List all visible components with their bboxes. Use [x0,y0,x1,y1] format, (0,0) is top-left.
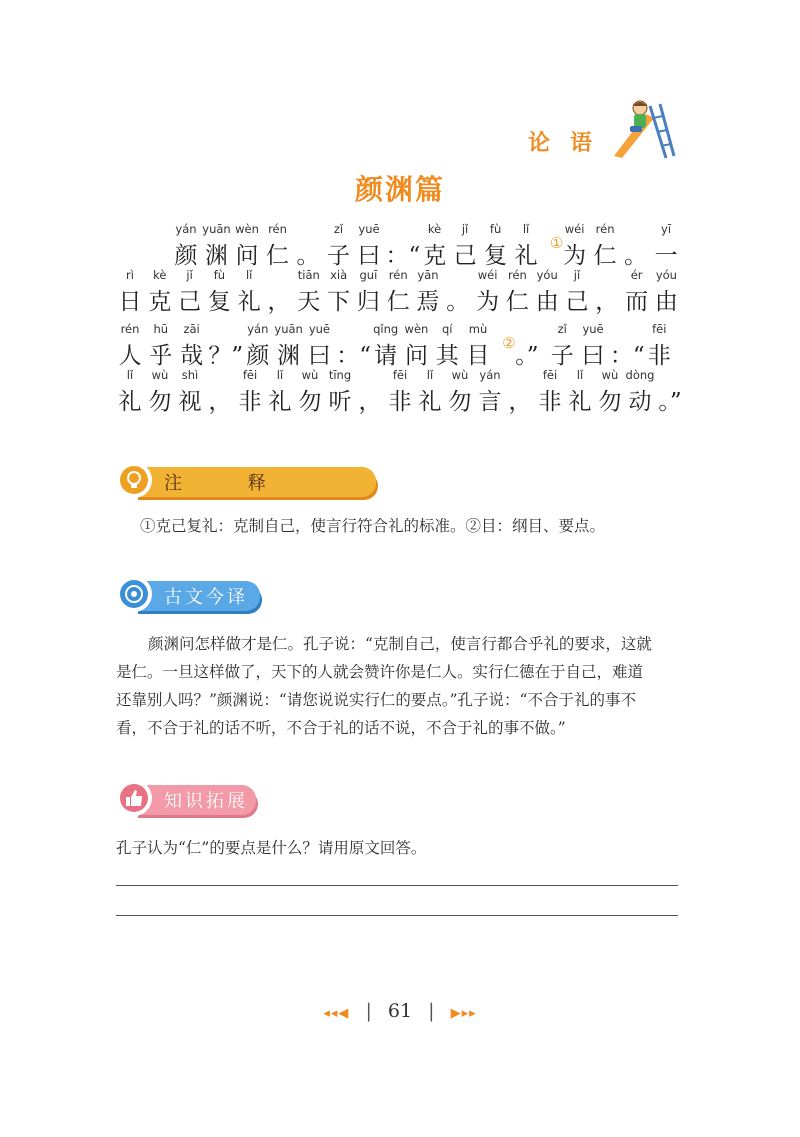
hanzi: ， [595,289,619,315]
hanzi: 一 [654,243,678,269]
passage-line [116,268,696,330]
notes-text: ①克己复礼：克制自己，使言行符合礼的标准。②目：纲目、要点。 [140,517,606,535]
pinyin: tīng [328,368,352,382]
hanzi: 己 [453,243,477,269]
hanzi: 目 [466,343,490,369]
pinyin: wù [601,368,619,382]
ruby-char [414,268,442,330]
pinyin: jǐ [573,268,581,282]
hanzi: 请 [374,343,398,369]
pinyin: kè [153,268,167,282]
hanzi: 勿 [148,389,172,415]
extension-heading: 知识拓展 [164,791,248,812]
hanzi: 日 [118,289,142,315]
translation-line: 看，不合于礼的话不听，不合于礼的话不说，不合于礼的事不做。” [116,719,566,737]
hanzi: 非 [388,389,412,415]
extension-question: 孔子认为“仁”的要点是什么？请用原文回答。 [116,839,427,857]
pinyin: yī [661,222,672,236]
hanzi: 。 [296,243,320,269]
pinyin: lǐ [245,268,253,282]
hanzi: ：“ [609,343,645,369]
pinyin: yóu [536,268,558,282]
divider: | [365,1000,372,1022]
hanzi: 颜 [174,243,198,269]
pinyin: fēi [242,368,258,382]
prev-arrow-icon: ◂◂◀ [323,1006,350,1021]
divider: | [428,1000,435,1022]
translation-text [116,630,678,742]
hanzi: 天 [297,289,321,315]
pinyin: hū [153,322,169,336]
hanzi: 仁 [266,243,289,269]
pinyin: qǐng [373,322,399,336]
pinyin: yuān [274,322,303,336]
hanzi: 勿 [598,389,622,415]
hanzi: 听 [328,389,352,415]
hanzi: 其 [435,343,459,369]
hanzi: 由 [654,289,678,315]
pinyin: fēi [652,322,667,336]
ruby-char [176,368,204,430]
next-arrow-icon: ▶▸▸ [450,1006,477,1021]
boy-on-slide-illustration [606,96,676,160]
pinyin: xià [330,268,348,282]
pinyin: shì [181,368,199,382]
pinyin: yán [247,322,269,336]
pinyin: kè [427,222,442,236]
hanzi: 礼 [237,289,261,315]
pinyin: rén [268,222,287,236]
pinyin: wèn [235,222,259,236]
pinyin: yuān [202,222,231,236]
hanzi: 人 [118,343,142,369]
translation-line: 颜渊问怎样做才是仁。孔子说：“克制自己，使言行都合乎礼的要求，这就 [148,635,652,653]
pinyin: tiān [297,268,320,282]
pinyin: lǐ [426,368,434,382]
hanzi: ， [358,389,382,415]
pinyin: yuē [582,322,604,336]
answer-line[interactable] [116,885,678,886]
hanzi: 。 [446,289,470,315]
hanzi: 仁 [505,289,529,315]
hanzi: 曰 [307,343,331,369]
pinyin: wù [301,368,319,382]
hanzi: 。” [658,389,682,415]
answer-line[interactable] [116,915,678,916]
page-footer [0,1000,800,1022]
hanzi: 下 [327,289,351,315]
hanzi: 勿 [448,389,472,415]
hanzi: 。 [624,243,648,269]
thumbs-up-icon [116,780,152,816]
lightbulb-icon [116,462,152,498]
hanzi: 曰 [357,243,381,269]
hanzi: 非 [647,343,671,369]
hanzi: 己 [565,289,589,315]
hanzi: 子 [550,343,574,369]
hanzi: 而 [625,289,649,315]
hanzi: 礼 [418,389,442,415]
pinyin: rén [507,268,527,282]
punctuation [656,368,684,430]
hanzi: 仁 [593,243,617,269]
hanzi: 复 [207,289,231,315]
footnote-number: ① [549,234,564,252]
notes-heading: 注 释 [164,473,296,494]
pinyin: rén [120,322,140,336]
pinyin: yóu [655,268,677,282]
pinyin: fēi [392,368,408,382]
hanzi: 非 [238,389,262,415]
pinyin: wéi [564,222,585,236]
hanzi: ， [208,389,232,415]
hanzi: 乎 [149,343,173,369]
pinyin: lǐ [126,368,134,382]
footnote-number: ② [502,334,516,352]
pinyin: rén [388,268,408,282]
pinyin: jǐ [461,222,469,236]
pinyin: wéi [477,268,498,282]
hanzi: 为 [476,289,500,315]
hanzi: 由 [535,289,559,315]
hanzi: 渊 [205,243,228,269]
pinyin: lǐ [276,368,284,382]
pinyin: lǐ [576,368,584,382]
hanzi: 仁 [386,289,410,315]
pinyin: guī [359,268,378,282]
ruby-char [326,368,354,430]
pinyin: yuē [358,222,380,236]
hanzi: 子 [327,243,350,269]
pinyin: jǐ [186,268,193,282]
pinyin: rì [126,268,134,282]
hanzi: 问 [235,243,259,269]
pinyin: yān [417,268,439,282]
page-number: 61 [387,1000,413,1022]
pinyin: fēi [542,368,558,382]
pinyin: rén [595,222,615,236]
pinyin: zāi [183,322,200,336]
ruby-char [626,368,654,430]
hanzi: 复 [484,243,508,269]
hanzi: 克 [148,289,172,315]
ruby-char [476,368,504,430]
hanzi: 哉 [180,343,204,369]
hanzi: 视 [178,389,202,415]
hanzi: 颜 [246,343,270,369]
pinyin: fù [213,268,226,282]
translation-line: 是仁。一旦这样做了，天下的人就会赞许你是仁人。实行仁德在于自己，难道 [116,663,644,681]
pinyin: yán [479,368,501,382]
hanzi: 克 [423,243,447,269]
hanzi: 。” [515,343,539,369]
hanzi: ？” [208,343,244,369]
pinyin: dòng [625,368,655,382]
hanzi: 焉 [416,289,440,315]
hanzi: 归 [356,289,380,315]
hanzi: 勿 [298,389,322,415]
pinyin: wù [451,368,469,382]
hanzi: 言 [478,389,502,415]
pinyin: mù [468,322,488,336]
pinyin: qí [441,322,453,336]
ruby-char [235,268,263,330]
hanzi: ， [508,389,532,415]
pinyin: zǐ [333,222,344,236]
pinyin: yuē [308,322,330,336]
hanzi: ， [267,289,291,315]
book-title: 论语 [528,131,613,156]
hanzi: ：“ [385,243,421,269]
hanzi: 渊 [277,343,301,369]
hanzi: 礼 [118,389,142,415]
hanzi: 为 [563,243,587,269]
hanzi: 礼 [568,389,592,415]
hanzi: ：“ [336,343,371,369]
pinyin: yán [175,222,197,236]
pinyin: wèn [404,322,429,336]
translation-line: 还靠别人吗？”颜渊说：“请您说说实行仁的要点。”孔子说：“不合于礼的事不 [116,691,636,709]
pinyin: ér [630,268,643,282]
hanzi: 问 [404,343,428,369]
pinyin: lǐ [522,222,530,236]
translation-heading: 古文今译 [164,587,248,608]
target-icon [116,576,152,612]
ruby-char [563,268,591,330]
hanzi: 己 [178,289,202,315]
ruby-char [652,268,680,330]
hanzi: 非 [538,389,562,415]
hanzi: 礼 [268,389,292,415]
passage-line [116,368,696,430]
hanzi: 动 [628,389,652,415]
pinyin: zǐ [557,322,567,336]
pinyin: fù [489,222,502,236]
chapter-title: 颜渊篇 [354,173,445,206]
hanzi: 曰 [581,343,605,369]
pinyin: wù [151,368,169,382]
hanzi: 礼 [514,243,538,269]
